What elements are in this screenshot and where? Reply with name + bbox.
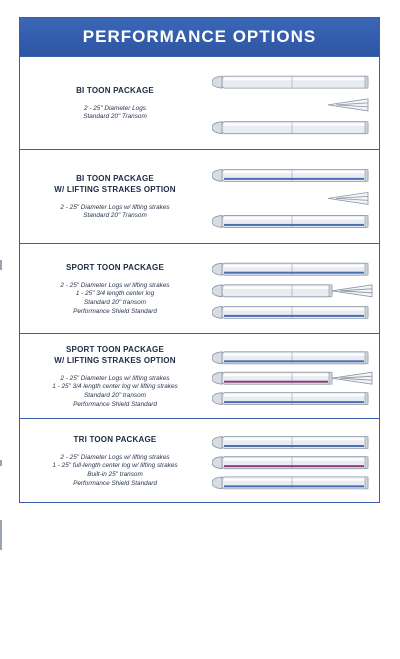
package-title-line: W/ LIFTING STRAKES OPTION [54, 184, 176, 194]
log-highlight [224, 353, 366, 356]
package-section [20, 149, 379, 244]
log-nose [212, 457, 222, 469]
package-description-line: 2 - 25" Diameter Logs [84, 104, 146, 112]
scan-artifact [0, 520, 2, 550]
package-title [20, 434, 210, 445]
package-title [20, 344, 210, 366]
lifting-strake [224, 485, 364, 487]
package-diagram [212, 150, 377, 244]
pontoon-log [212, 437, 368, 449]
log-end-cap [365, 76, 368, 88]
pontoon-log [212, 477, 368, 489]
package-text [20, 173, 210, 221]
package-title-line: SPORT TOON PACKAGE [66, 262, 164, 272]
lifting-strake [224, 224, 364, 226]
package-section [20, 333, 379, 419]
package-text [20, 434, 210, 488]
document-title: PERFORMANCE OPTIONS [20, 18, 379, 56]
pontoon-log [212, 285, 332, 297]
package-description [20, 375, 210, 409]
lifting-strake [224, 178, 364, 180]
log-highlight [224, 394, 366, 397]
scan-artifact [0, 460, 2, 466]
log-end-cap [365, 263, 368, 275]
package-title [20, 173, 210, 195]
package-title [20, 262, 210, 273]
package-text [20, 85, 210, 122]
log-end-cap [365, 352, 368, 364]
log-nose [212, 437, 222, 449]
log-highlight [224, 458, 366, 461]
pontoon-log [212, 393, 368, 405]
lifting-strake [224, 381, 328, 383]
log-end-cap [365, 122, 368, 134]
package-diagram [212, 244, 377, 334]
log-highlight [224, 438, 366, 441]
lifting-strake [224, 401, 364, 403]
log-highlight [224, 171, 366, 174]
log-end-cap [329, 285, 332, 297]
package-title-line: BI TOON PACKAGE [76, 173, 154, 183]
package-description [20, 454, 210, 488]
lifting-strake [224, 360, 364, 362]
transom-plate [328, 99, 368, 111]
log-highlight [224, 374, 330, 377]
pontoon-log [212, 263, 368, 275]
log-highlight [224, 265, 366, 268]
package-description-line: 2 - 25" Diameter Logs w/ lifting strakes [60, 281, 170, 289]
log-end-cap [365, 477, 368, 489]
package-title-line: TRI TOON PACKAGE [73, 434, 157, 444]
pontoon-log [212, 457, 368, 469]
package-description-line: 2 - 25" Diameter Logs w/ lifting strakes [60, 203, 170, 211]
log-nose [212, 263, 222, 275]
package-diagram [212, 57, 377, 150]
pontoon-log [212, 352, 368, 364]
log-nose [212, 122, 222, 134]
log-highlight [224, 123, 366, 126]
log-nose [212, 477, 222, 489]
log-end-cap [329, 372, 332, 384]
package-text [20, 344, 210, 409]
log-end-cap [365, 215, 368, 227]
log-highlight [224, 478, 366, 481]
log-end-cap [365, 457, 368, 469]
log-nose [212, 393, 222, 405]
lifting-strake [224, 315, 364, 317]
log-nose [212, 372, 222, 384]
log-end-cap [365, 393, 368, 405]
package-title-line: BI TOON PACKAGE [76, 85, 154, 95]
package-description [20, 282, 210, 316]
package-description-line: Standard 20" transom [84, 298, 146, 306]
log-nose [212, 352, 222, 364]
package-diagram [212, 419, 377, 503]
pontoon-log [212, 215, 368, 227]
log-highlight [224, 78, 366, 81]
package-description-line: Built-in 25" transom [87, 470, 143, 478]
package-description-line: Performance Shield Standard [73, 307, 157, 315]
pontoon-log [212, 372, 332, 384]
log-nose [212, 169, 222, 181]
package-description [20, 105, 210, 122]
lifting-strake [224, 272, 364, 274]
log-nose [212, 215, 222, 227]
package-description-line: Performance Shield Standard [73, 400, 157, 408]
package-description-line: Standard 20" transom [84, 391, 146, 399]
transom-plate [332, 372, 372, 384]
pontoon-log [212, 76, 368, 88]
pontoon-log [212, 169, 368, 181]
transom-plate [328, 192, 368, 204]
log-highlight [224, 217, 366, 220]
pontoon-log [212, 306, 368, 318]
package-section [20, 56, 379, 150]
package-description-line: Standard 20" Transom [83, 113, 147, 121]
document-sheet [19, 17, 380, 503]
package-description-line: 2 - 25" Diameter Logs w/ lifting strakes [60, 374, 170, 382]
log-highlight [224, 286, 330, 289]
lifting-strake [224, 445, 364, 447]
log-end-cap [365, 169, 368, 181]
package-text [20, 262, 210, 316]
package-description-line: Performance Shield Standard [73, 479, 157, 487]
package-description-line: 1 - 25" 3/4 length center log [75, 290, 155, 298]
package-description [20, 204, 210, 221]
lifting-strake [224, 465, 364, 467]
package-description-line: 1 - 25" 3/4 length center log w/ lifting strakes [52, 383, 178, 391]
log-nose [212, 76, 222, 88]
package-section [20, 418, 379, 503]
scan-artifact [0, 260, 2, 270]
log-highlight [224, 308, 366, 311]
transom-plate [332, 285, 372, 297]
log-nose [212, 306, 222, 318]
log-end-cap [365, 306, 368, 318]
package-title-line: SPORT TOON PACKAGE [66, 344, 164, 354]
package-description-line: 2 - 25" Diameter Logs w/ lifting strakes [60, 453, 170, 461]
log-nose [212, 285, 222, 297]
package-section [20, 243, 379, 334]
package-description-line: Standard 20" Transom [83, 212, 147, 220]
package-description-line: 1 - 25" full-length center log w/ lifting strakes [52, 462, 178, 470]
log-end-cap [365, 437, 368, 449]
package-diagram [212, 334, 377, 419]
pontoon-log [212, 122, 368, 134]
package-title [20, 85, 210, 96]
package-title-line: W/ LIFTING STRAKES OPTION [54, 355, 176, 365]
